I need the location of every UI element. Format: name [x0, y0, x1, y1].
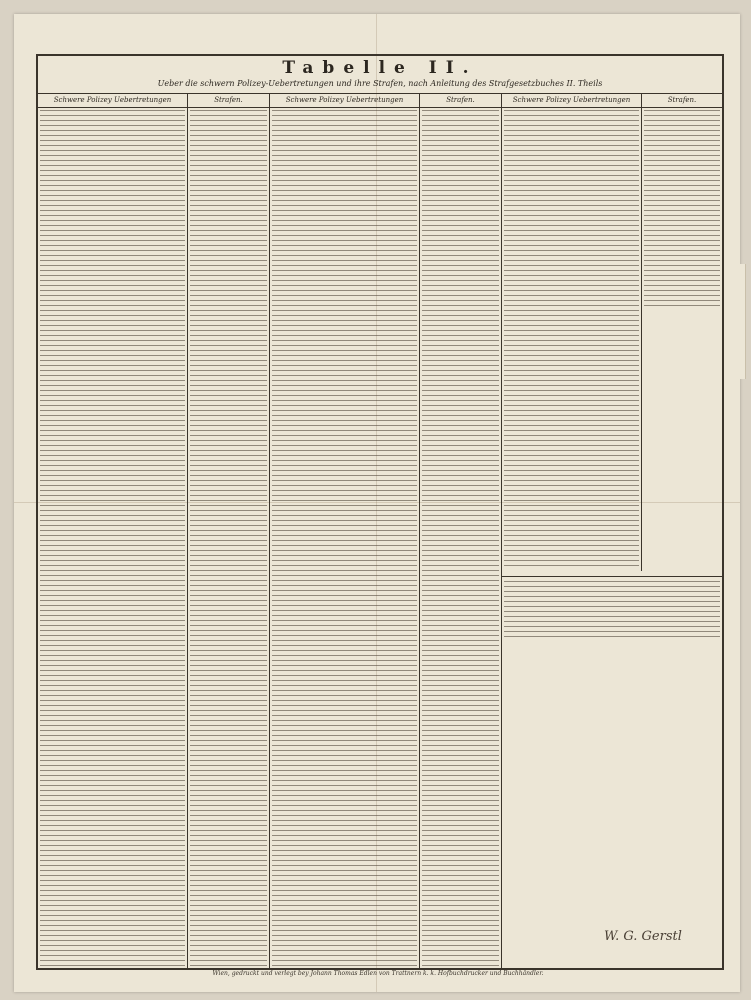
column-header-offences-2: Schwere Polizey Uebertretungen — [270, 94, 420, 107]
penalties-column-1 — [188, 106, 270, 968]
offences-column-1 — [38, 106, 188, 968]
handwritten-signature: W. G. Gerstl — [604, 929, 682, 944]
printer-imprint: Wien, gedruckt und verlegt bey Johann Thomas Edlen von Trattnern k. k. Hofbuchdrucker und Buchhändler. — [212, 970, 544, 977]
document-title: Tabelle II. — [282, 58, 478, 78]
penalties-column-3 — [642, 106, 722, 571]
penalties-column-2 — [420, 106, 502, 968]
document-sheet — [14, 14, 740, 992]
column-header-offences-1: Schwere Polizey Uebertretungen — [38, 94, 188, 107]
dense-text-block — [422, 108, 499, 966]
document-subtitle: Ueber die schwern Polizey-Uebertretungen und ihre Strafen, nach Anleitung des Strafgesetzbuches II. Theils — [157, 79, 603, 88]
column-header-penalties-1: Strafen. — [188, 94, 270, 107]
dense-text-block — [644, 108, 720, 308]
paper-tear — [731, 264, 746, 379]
offences-column-3 — [502, 106, 642, 571]
dense-text-block — [504, 579, 720, 639]
dense-text-block — [504, 108, 639, 569]
dense-text-block — [40, 108, 185, 966]
column-header-penalties-2: Strafen. — [420, 94, 502, 107]
column-header-penalties-3: Strafen. — [667, 96, 697, 104]
dense-text-block — [272, 108, 417, 966]
appendix-block — [502, 576, 722, 846]
offences-column-2 — [270, 106, 420, 968]
dense-text-block — [190, 108, 267, 966]
column-header-offences-3: Schwere Polizey Uebertretungen — [502, 94, 642, 107]
table-frame — [36, 54, 724, 970]
